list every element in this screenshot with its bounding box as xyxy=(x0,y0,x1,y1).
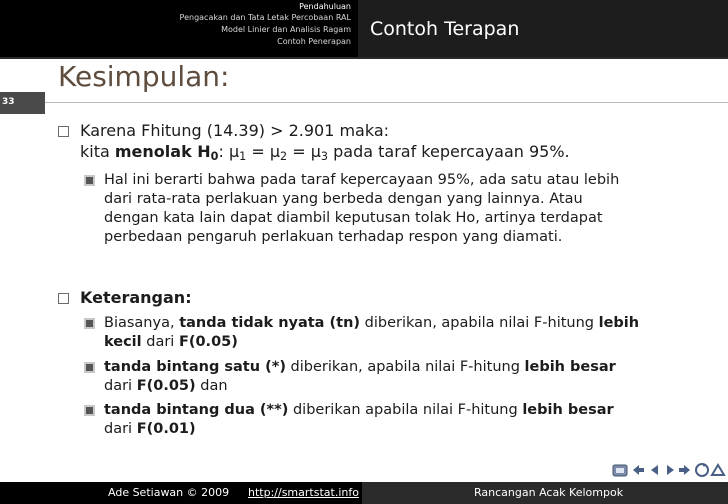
text: kita xyxy=(80,142,115,161)
fullscreen-icon[interactable] xyxy=(710,462,726,478)
keterangan-heading xyxy=(80,288,192,308)
text-bold: F(0.05) xyxy=(178,334,238,350)
square-bullet-icon xyxy=(84,175,95,186)
checkbox-bullet-icon xyxy=(58,293,69,304)
text-bold: tanda bintang dua (**) xyxy=(104,402,289,418)
square-bullet-icon xyxy=(84,362,95,373)
square-bullet-icon xyxy=(84,405,95,416)
note-3-line-2 xyxy=(104,420,196,438)
text-bold: F(0.01) xyxy=(136,421,196,437)
square-bullet-icon xyxy=(84,318,95,329)
text-bold: lebih xyxy=(598,315,640,331)
slide-title: Kesimpulan: xyxy=(58,60,230,93)
text-bold: Keterangan: xyxy=(80,288,192,307)
text-bold: lebih besar xyxy=(524,359,616,375)
text: = μ xyxy=(246,142,281,161)
nav-item-model-linier[interactable]: Model Linier dan Analisis Ragam xyxy=(221,25,351,34)
return-icon[interactable] xyxy=(694,462,710,478)
nav-item-pendahuluan[interactable]: Pendahuluan xyxy=(299,2,351,11)
conclusion-line-2 xyxy=(80,142,570,162)
note-3-line-1 xyxy=(104,401,614,419)
footer-link[interactable]: http://smartstat.info xyxy=(248,486,359,499)
note-2-line-1 xyxy=(104,358,616,376)
text-bold: lebih besar xyxy=(522,402,614,418)
subscript: 1 xyxy=(239,150,247,163)
text: diberikan apabila nilai F-hitung xyxy=(288,402,523,418)
note-1-line-2 xyxy=(104,333,238,351)
text: : μ xyxy=(218,142,240,161)
text: = μ xyxy=(287,142,321,161)
header-divider xyxy=(0,57,728,59)
text: diberikan, apabila nilai F-hitung xyxy=(360,315,599,331)
note-1-line-1 xyxy=(104,314,639,332)
prev-icon[interactable] xyxy=(647,462,663,478)
text-bold: tanda tidak nyata (tn) xyxy=(179,315,361,331)
text: dari xyxy=(141,334,179,350)
text: pada taraf kepercayaan 95%. xyxy=(328,142,570,161)
footer-topic-box xyxy=(362,482,728,504)
text: diberikan, apabila nilai F-hitung xyxy=(285,359,525,375)
back-icon[interactable] xyxy=(630,462,646,478)
section-title-box xyxy=(358,0,728,57)
subscript: 3 xyxy=(320,150,329,163)
footer-author: Ade Setiawan © 2009 xyxy=(108,486,230,499)
text-bold: F(0.05) xyxy=(136,378,196,394)
text-bold: tanda bintang satu (*) xyxy=(104,359,286,375)
footer-topic: Rancangan Acak Kelompok xyxy=(474,486,624,499)
header-nav xyxy=(0,0,353,57)
text: dari xyxy=(104,378,137,394)
section-title: Contoh Terapan xyxy=(370,18,520,40)
explanation-line-2: dari rata-rata perlakuan yang berbeda dengan yang lainnya. Atau xyxy=(104,191,583,207)
nav-item-contoh-penerapan[interactable]: Contoh Penerapan xyxy=(277,37,351,46)
explanation-line-3: dengan kata lain dapat diambil keputusan tolak Ho, artinya terdapat xyxy=(104,210,603,226)
explanation-line-4: perbedaan pengaruh perlakuan terhadap respon yang diamati. xyxy=(104,229,563,245)
text: dan xyxy=(195,378,228,394)
slide-footer xyxy=(0,482,728,504)
slide-header xyxy=(0,0,728,57)
title-divider xyxy=(45,102,728,103)
nav-item-pengacakan[interactable]: Pengacakan dan Tata Letak Percobaan RAL xyxy=(179,13,351,22)
subscript: 2 xyxy=(280,150,288,163)
text-bold: kecil xyxy=(104,334,142,350)
text-bold: menolak H xyxy=(114,142,211,161)
note-2-line-2 xyxy=(104,377,228,395)
home-icon[interactable] xyxy=(612,462,628,478)
forward-icon[interactable] xyxy=(677,462,693,478)
explanation-line-1: Hal ini berarti bahwa pada taraf kepercayaan 95%, ada satu atau lebih xyxy=(104,172,620,188)
slide-number: 33 xyxy=(2,97,15,107)
next-icon[interactable] xyxy=(662,462,678,478)
checkbox-bullet-icon xyxy=(58,126,69,137)
text-bold: 0 xyxy=(210,150,219,163)
text: Biasanya, xyxy=(104,315,180,331)
text: dari xyxy=(104,421,137,437)
conclusion-line-1: Karena Fhitung (14.39) > 2.901 maka: xyxy=(80,121,390,140)
slide-number-badge xyxy=(0,92,45,114)
